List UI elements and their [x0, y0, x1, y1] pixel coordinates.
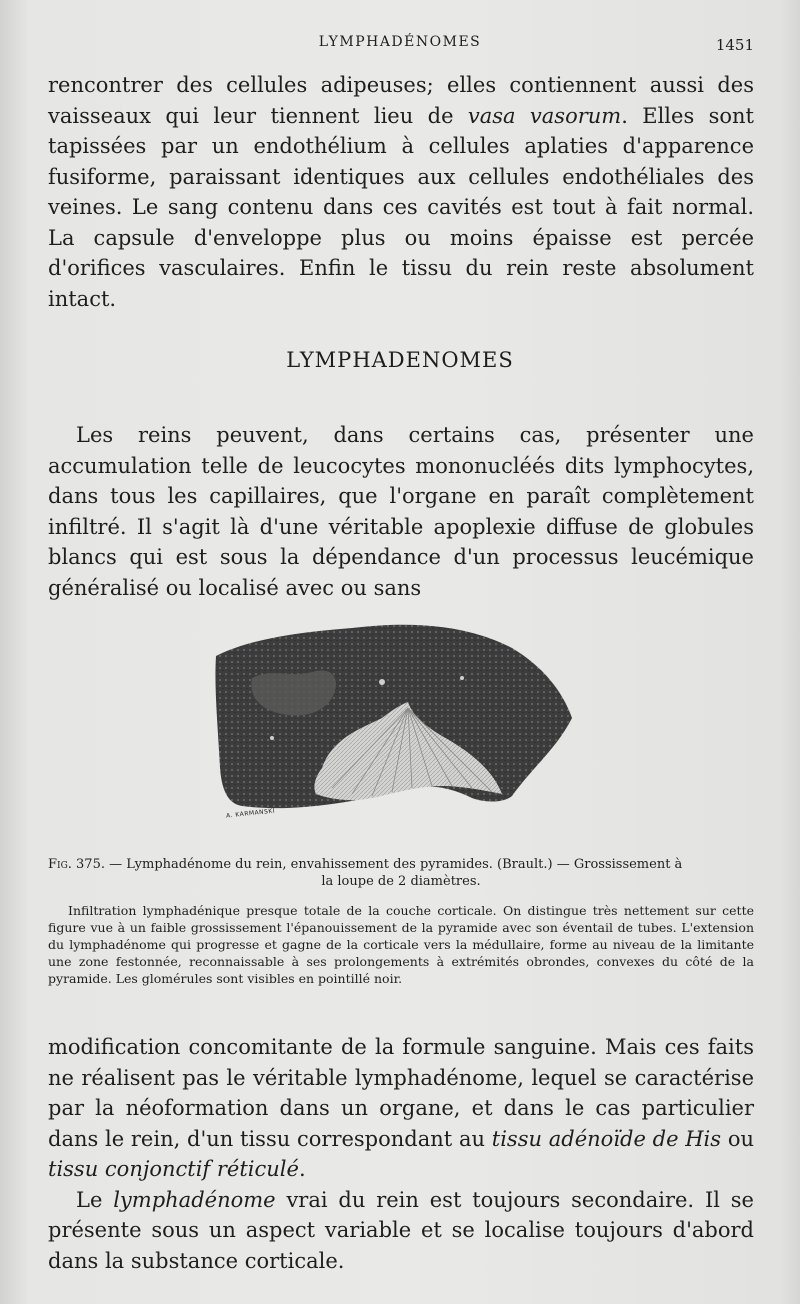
- section-title: LYMPHADENOMES: [286, 348, 514, 372]
- intro-text: rencontrer des cellules adipeuses; elles contiennent aussi des vaisseaux qui leur tiennent lieu de: [48, 73, 754, 128]
- continuation-text: [48, 1032, 754, 1276]
- continuation-p1-c: .: [298, 1157, 306, 1181]
- continuation-p2-a: Le: [76, 1187, 103, 1212]
- running-title: LYMPHADÉNOMES: [318, 34, 482, 50]
- intro-italic-term: vasa vasorum: [467, 103, 622, 128]
- intro-text-rest: . Elles sont tapissées par un endothélium à cellules aplaties d'apparence fusiforme, paraissant identiques aux cellules endothéliales des veines. Le sang contenu dans ces cavités est tout à fait normal. La capsule d'enveloppe plus ou moins épaisse est percée d'orifices vasculaires. Enfin le tissu du rein reste absolument intact.: [48, 103, 754, 311]
- continuation-p1-b: ou: [727, 1126, 754, 1151]
- kidney-section-engraving: [212, 618, 574, 828]
- caption-label: Fig. 375.: [48, 857, 105, 872]
- caption-line2: la loupe de 2 diamètres.: [321, 874, 481, 889]
- intro-paragraph: [48, 70, 754, 314]
- continuation-p1-a: modification concomitante de la formule sanguine. Mais ces faits ne réalisent pas le véritable lymphadénome, lequel se caractérise par la néoformation dans un organe, et dans le cas particulier dans le rein, d'un tissu correspondant au: [48, 1035, 754, 1151]
- continuation-p2-b: vrai du rein est toujours secondaire. Il se présente sous un aspect variable et se localise toujours d'abord dans la substance corticale.: [48, 1187, 754, 1273]
- continuation-italic-1: tissu adénoïde de His: [491, 1126, 722, 1151]
- section-paragraph: [48, 420, 754, 603]
- figure-caption: [48, 856, 754, 890]
- continuation-italic-2: tissu conjonctif réticulé: [48, 1157, 299, 1181]
- figure-illustration: [212, 618, 574, 828]
- section-paragraph-text: Les reins peuvent, dans certains cas, présenter une accumulation telle de leucocytes mononucléés dits lymphocytes, dans tous les capillaires, que l'organe en paraît complètement infiltré. Il s'agit là d'une véritable apoplexie diffuse de globules blancs qui est sous la dépendance d'un processus leucémique généralisé ou localisé avec ou sans: [48, 423, 754, 600]
- engraver-signature: A. KARMANSKI: [225, 807, 276, 820]
- continuation-p2-italic: lymphadénome: [113, 1187, 276, 1212]
- caption-main: — Lymphadénome du rein, envahissement des pyramides. (Brault.) — Grossissement à: [109, 857, 683, 872]
- page-number: 1451: [715, 36, 754, 54]
- figure-legend: Infiltration lymphadénique presque totale de la couche corticale. On distingue très nettement sur cette figure vue à un faible grossissement l'épanouissement de la pyramide avec son éventail de tubes. L'extension du lymphadénome qui progresse et gagne de la corticale vers la médullaire, forme au niveau de la limitante une zone festonnée, reconnaissable à ses prolongements à extrémités obrondes, convexes du côté de la pyramide. Les glomérules sont visibles en pointillé noir.: [48, 903, 754, 986]
- running-head: [0, 34, 800, 56]
